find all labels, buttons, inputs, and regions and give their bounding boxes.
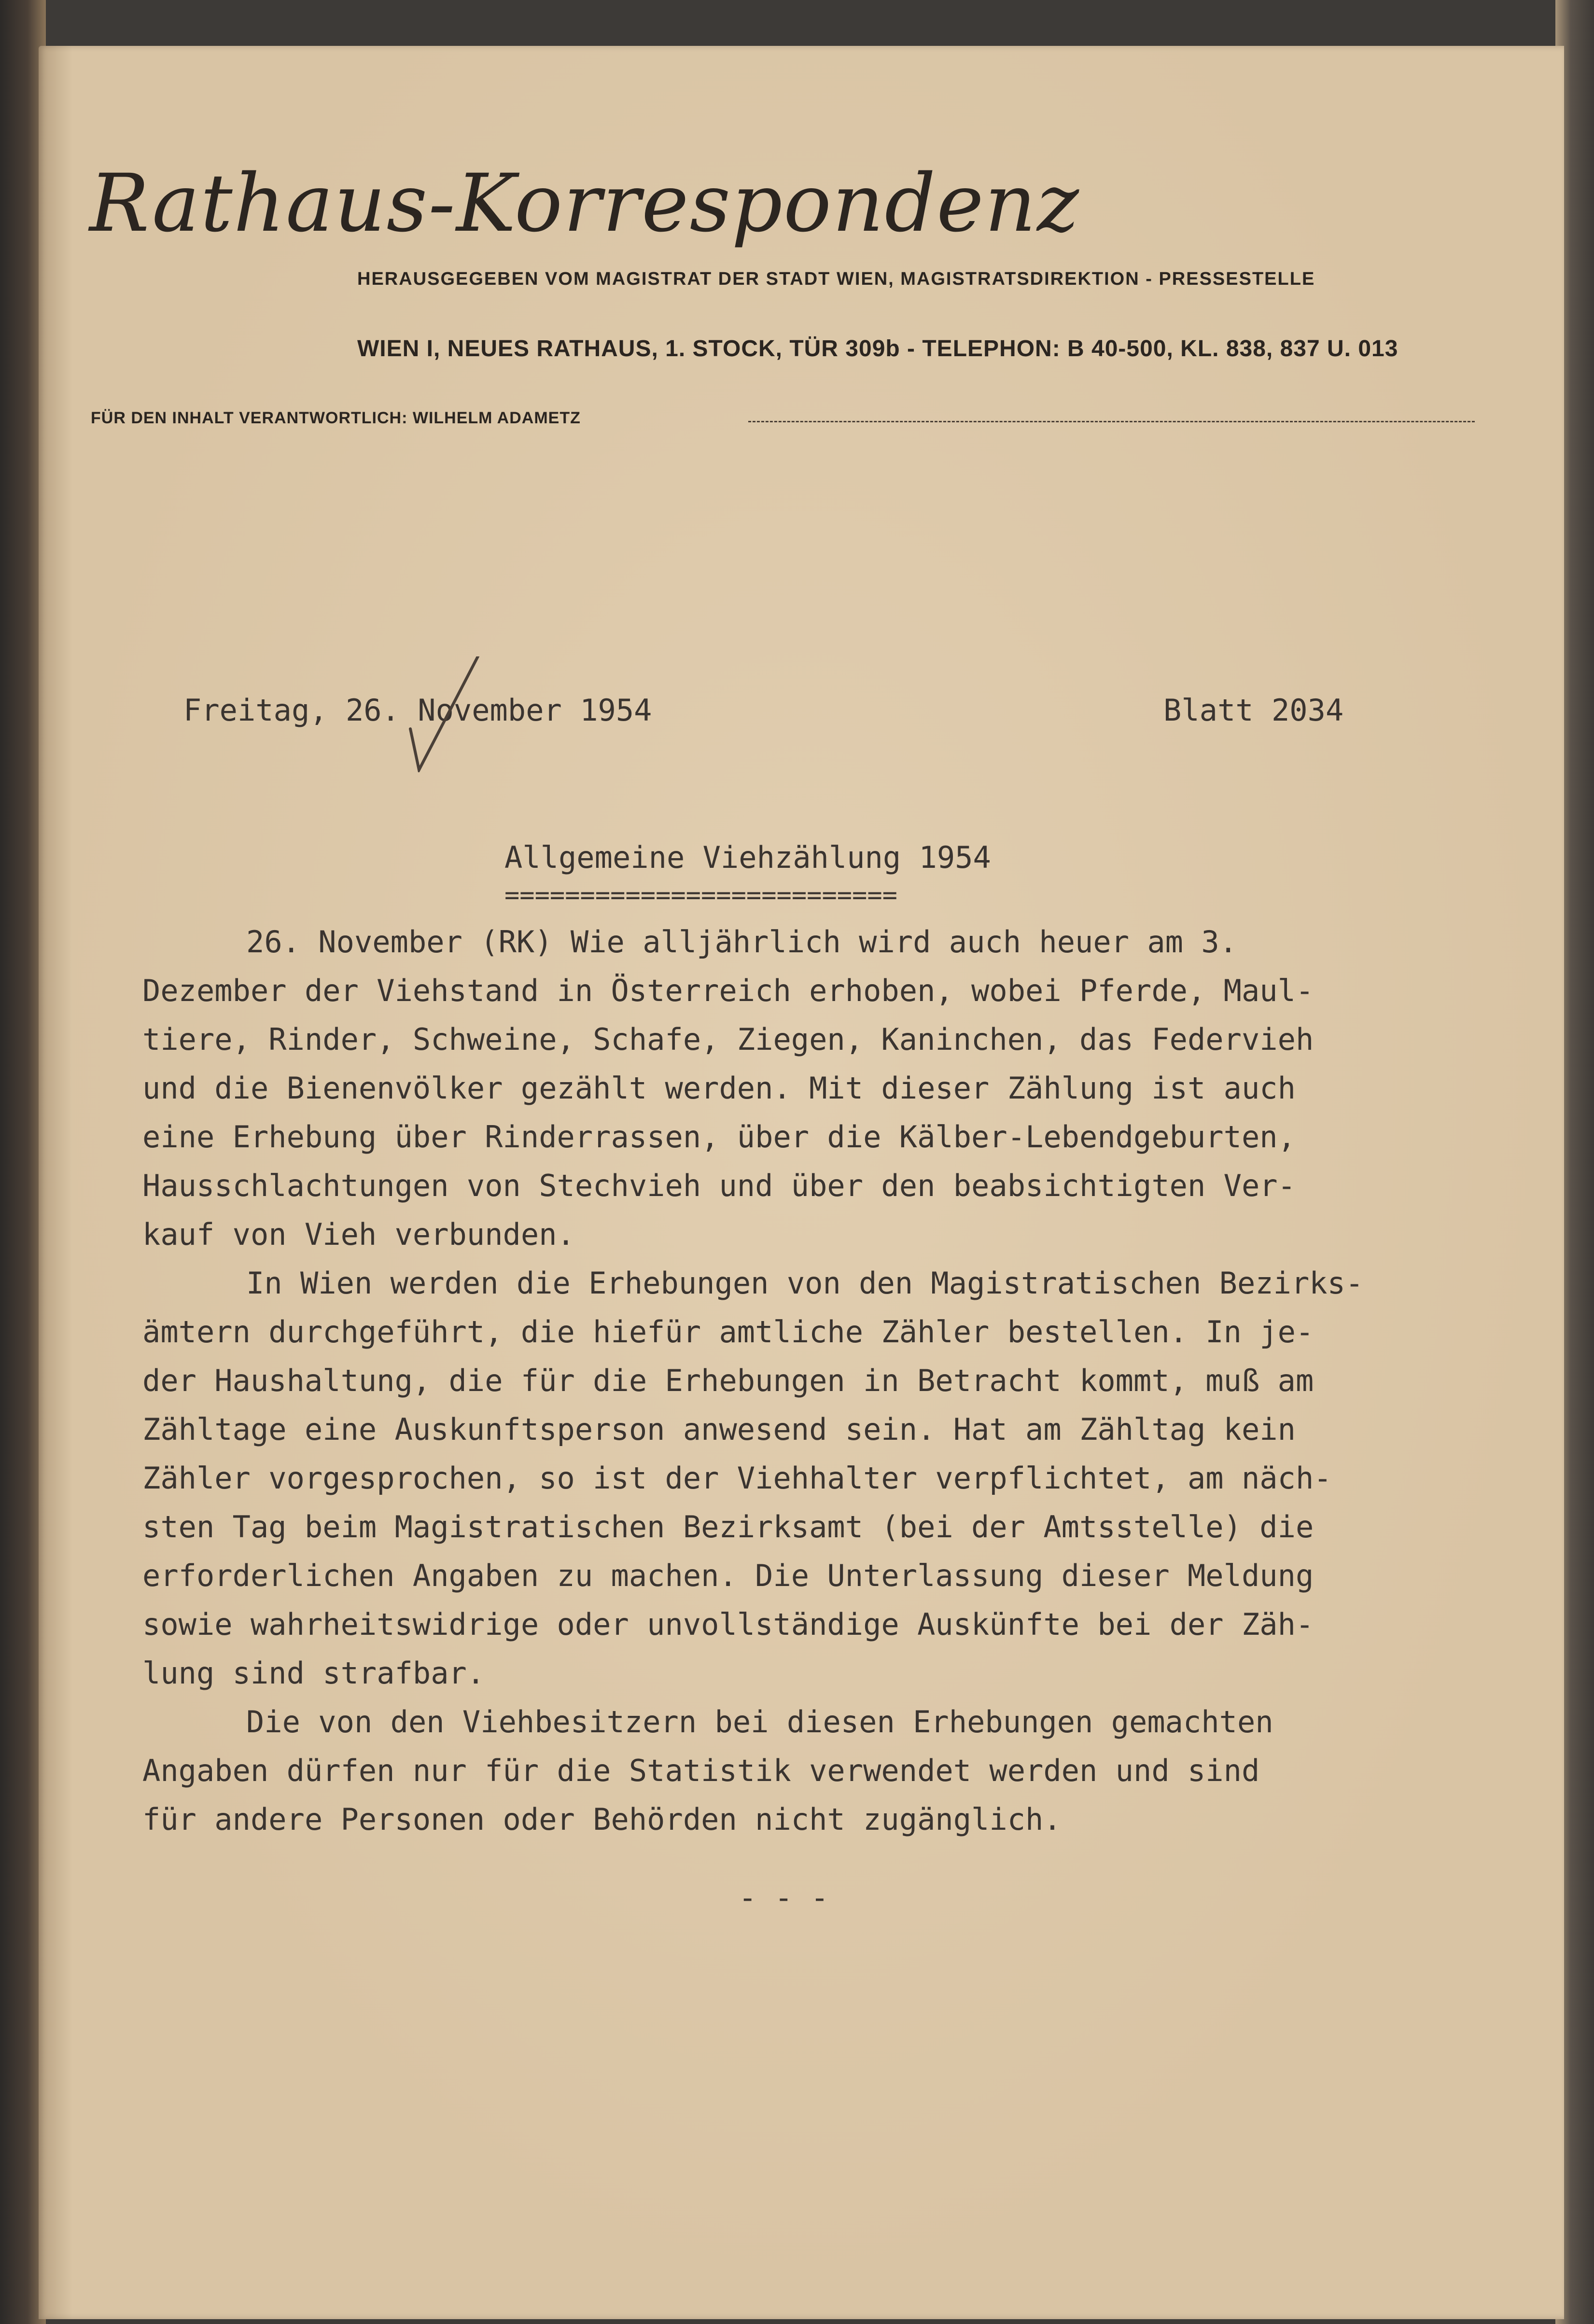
masthead-title: Rathaus-Korrespondenz [89, 157, 1080, 250]
article-line: tiere, Rinder, Schweine, Schafe, Ziegen, Kaninchen, das Federvieh [142, 1022, 1314, 1057]
article-line: sowie wahrheitswidrige oder unvollständige Auskünfte bei der Zäh- [142, 1607, 1314, 1642]
article-line: ämtern durchgeführt, die hiefür amtliche Zähler bestellen. In je- [142, 1314, 1314, 1350]
article-line: lung sind strafbar. [142, 1656, 485, 1691]
document-page [39, 46, 1564, 2319]
end-mark: - - - [739, 1880, 829, 1915]
article-line: erforderlichen Angaben zu machen. Die Unterlassung dieser Meldung [142, 1558, 1314, 1593]
article-line: der Haushaltung, die für die Erhebungen in Betracht kommt, muß am [142, 1363, 1314, 1398]
article-line: Zähler vorgesprochen, so ist der Viehhalter verpflichtet, am näch- [142, 1461, 1332, 1496]
responsible-line: FÜR DEN INHALT VERANTWORTLICH: WILHELM ADAMETZ [91, 409, 581, 427]
article-line: eine Erhebung über Rinderrassen, über die Kälber-Lebendgeburten, [142, 1119, 1296, 1155]
article-line: für andere Personen oder Behörden nicht zugänglich. [142, 1802, 1062, 1837]
address-line: WIEN I, NEUES RATHAUS, 1. STOCK, TÜR 309b - TELEPHON: B 40-500, KL. 838, 837 U. 013 [357, 336, 1398, 362]
article-line: Zähltage eine Auskunftsperson anwesend sein. Hat am Zähltag kein [142, 1412, 1296, 1447]
date-line: Freitag, 26. November 1954 [183, 693, 652, 728]
article-line: In Wien werden die Erhebungen von den Magistratischen Bezirks- [246, 1266, 1364, 1301]
article-line: Angaben dürfen nur für die Statistik verwendet werden und sind [142, 1753, 1260, 1788]
article-line: Hausschlachtungen von Stechvieh und über den beabsichtigten Ver- [142, 1168, 1296, 1203]
article-line: Die von den Viehbesitzern bei diesen Erhebungen gemachten [246, 1704, 1273, 1740]
publisher-line: HERAUSGEGEBEN VOM MAGISTRAT DER STADT WIEN, MAGISTRATSDIREKTION - PRESSESTELLE [357, 269, 1315, 289]
sheet-number: Blatt 2034 [1163, 693, 1344, 728]
article-heading: Allgemeine Viehzählung 1954 [504, 840, 991, 875]
masthead-dashed-rule [748, 421, 1475, 422]
article-line: und die Bienenvölker gezählt werden. Mit dieser Zählung ist auch [142, 1071, 1296, 1106]
article-line: kauf von Vieh verbunden. [142, 1217, 575, 1252]
article-line: 26. November (RK) Wie alljährlich wird auch heuer am 3. [246, 924, 1237, 960]
article-line: Dezember der Viehstand in Österreich erhoben, wobei Pferde, Maul- [142, 973, 1314, 1008]
handwritten-check-mark-icon [405, 656, 483, 772]
article-line: sten Tag beim Magistratischen Bezirksamt (bei der Amtsstelle) die [142, 1509, 1314, 1545]
heading-underline: ========================== [504, 881, 897, 910]
